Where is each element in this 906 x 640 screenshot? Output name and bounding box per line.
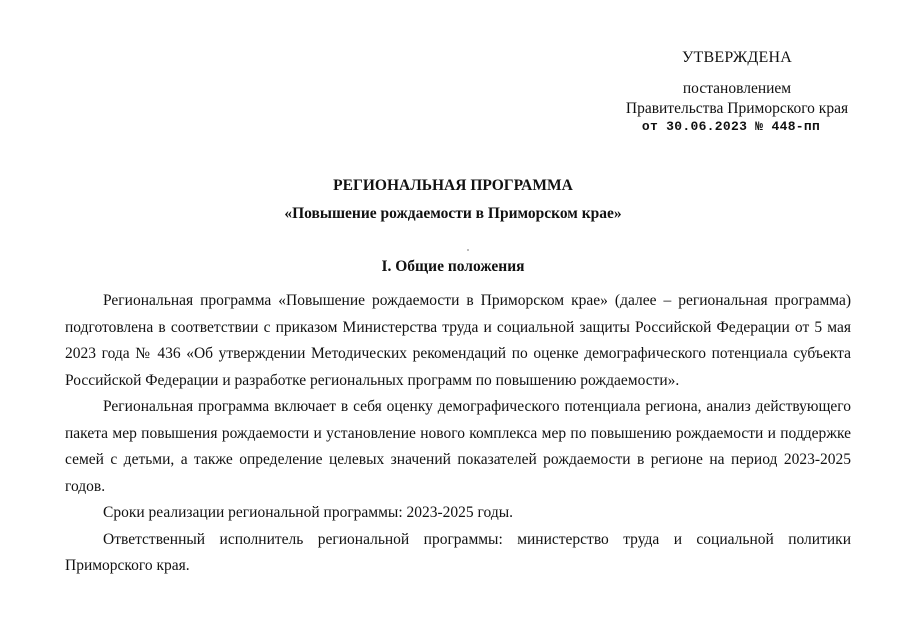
paragraph-executor: Ответственный исполнитель региональной программы: министерство труда и социальной политики Приморского края. xyxy=(65,530,851,574)
approval-line-government: Правительства Приморского края xyxy=(625,100,849,117)
paragraph-contents: Региональная программа включает в себя оценку демографического потенциала региона, анализ действующего пакета мер повышения рождаемости и установление нового комплекса мер по повышению рождаемости и поддержке семей с детьми, а также определение целевых значений показателей рождаемости в регионе на период 2023-2025 годов. xyxy=(65,398,851,495)
approval-heading: УТВЕРЖДЕНА xyxy=(681,49,792,66)
approval-line-resolution: постановлением xyxy=(682,80,792,97)
program-title: РЕГИОНАЛЬНАЯ ПРОГРАММА xyxy=(333,177,573,194)
approval-block xyxy=(612,48,862,137)
body-text xyxy=(65,288,851,580)
scan-speck xyxy=(467,249,469,251)
program-subtitle: «Повышение рождаемости в Приморском крае» xyxy=(284,205,622,222)
approval-date-number-stamp: от 30.06.2023 № 448-пп xyxy=(641,119,821,134)
section-heading: I. Общие положения xyxy=(381,258,525,275)
paragraph-timeline: Сроки реализации региональной программы: 2023-2025 годы. xyxy=(103,504,514,521)
paragraph-basis: Региональная программа «Повышение рождаемости в Приморском крае» (далее – региональная программа) подготовлена в соответствии с приказом Министерства труда и социальной защиты Российской Федерации от 5 мая 2023 года № 436 «Об утверждении Методических рекомендаций по оценке демографического потенциала субъекта Российской Федерации и разработке региональных программ по повышению рождаемости». xyxy=(65,292,851,389)
